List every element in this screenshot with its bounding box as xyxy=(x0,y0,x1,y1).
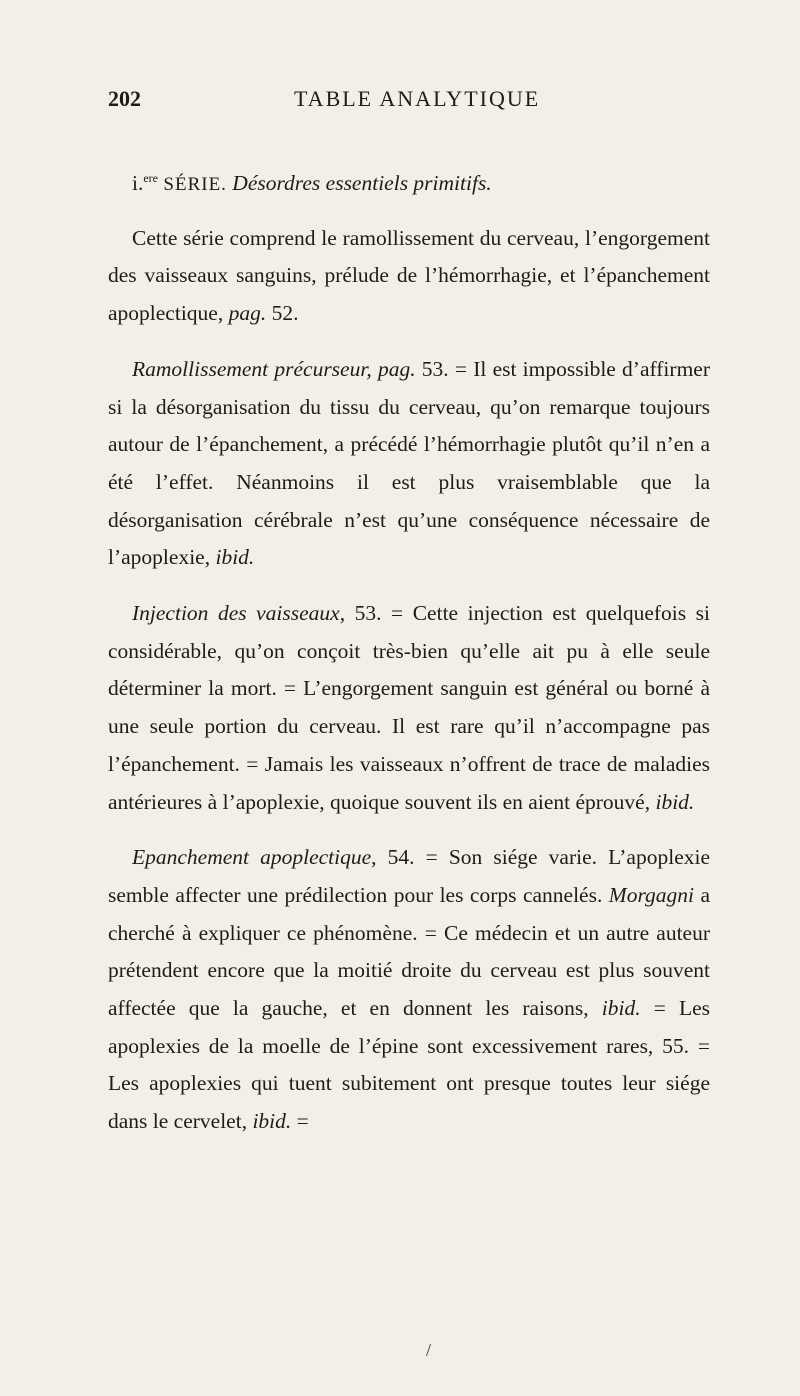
section-label: SÉRIE. xyxy=(163,174,227,195)
ibid-ref: ibid. xyxy=(215,545,255,570)
section-number: i. xyxy=(132,171,144,195)
page-number: 202 xyxy=(108,86,141,111)
ibid-ref: ibid. xyxy=(655,789,695,814)
section-number-sup: ere xyxy=(143,171,159,185)
paragraph-text: , 54. = Son siége varie. L’apoplexie semble affecter une prédilection pour les corps cannelés. xyxy=(108,845,711,907)
author-name: Morgagni xyxy=(608,882,694,907)
page-header xyxy=(108,86,692,120)
page-ref: pag. xyxy=(377,356,416,381)
entry-title: Ramollissement précurseur, xyxy=(132,356,372,381)
section-title: Désordres essentiels primitifs. xyxy=(232,171,492,195)
paragraph-ramollissement xyxy=(108,351,710,577)
paragraph-text: Cette série comprend le ramollissement du cerveau, l’engorgement des vaisseaux sanguins, prélude de l’hémorrhagie, et l’épanchement apoplectique, xyxy=(108,225,710,326)
page-ref-number: 52. xyxy=(271,301,299,326)
ibid-ref: ibid. xyxy=(601,996,641,1021)
paragraph-text: 53. = Il est impossible d’affirmer si la désorganisation du tissu du cerveau, qu’on remarque toujours autour de l’épanchement, a précédé l’hémorrhagie plutôt qu’il n’en a été l’effet. Néanmoins il est plus vraisemblable que la désorganisation cérébrale n’est qu’une conséquence nécessaire de l’apoplexie, xyxy=(108,356,710,570)
ibid-ref: ibid. xyxy=(252,1109,292,1134)
paragraph-epanchement xyxy=(108,839,710,1141)
paragraph-text: = Les apoplexies de la moelle de l’épine sont excessivement rares, 55. = Les apoplexies qui tuent subitement ont presque toutes leur siége dans le cervelet, xyxy=(108,996,711,1134)
entry-title: Epanchement apoplectique xyxy=(132,845,372,870)
section-heading xyxy=(108,160,710,204)
page-body xyxy=(108,160,710,1159)
paragraph-end-mark: = xyxy=(296,1109,309,1134)
paragraph-text: a cherché à expliquer ce phénomène. = Ce médecin et un autre auteur prétendent encore que la moitié droite du cerveau est plus souvent affectée que la gauche, et en donnent les raisons, xyxy=(108,882,711,1021)
page-ref: pag. xyxy=(228,301,267,326)
running-title: TABLE ANALYTIQUE xyxy=(294,86,541,111)
entry-title: Injection des vaisseaux xyxy=(132,601,340,626)
paragraph-intro xyxy=(108,220,710,333)
paragraph-text: , 53. = Cette injection est quelquefois si considérable, qu’on conçoit très-bien qu’elle ait pu à elle seule déterminer la mort. = L’engorgement sanguin est général ou borné à une seule portion du cerveau. Il est rare qu’il n’accompagne pas l’épanchement. = Jamais les vaisseaux n’offrent de trace de maladies antérieures à l’apoplexie, quoique souvent ils en aient éprouvé, xyxy=(108,601,710,814)
footer-mark: / xyxy=(426,1340,432,1360)
paragraph-injection xyxy=(108,595,710,821)
